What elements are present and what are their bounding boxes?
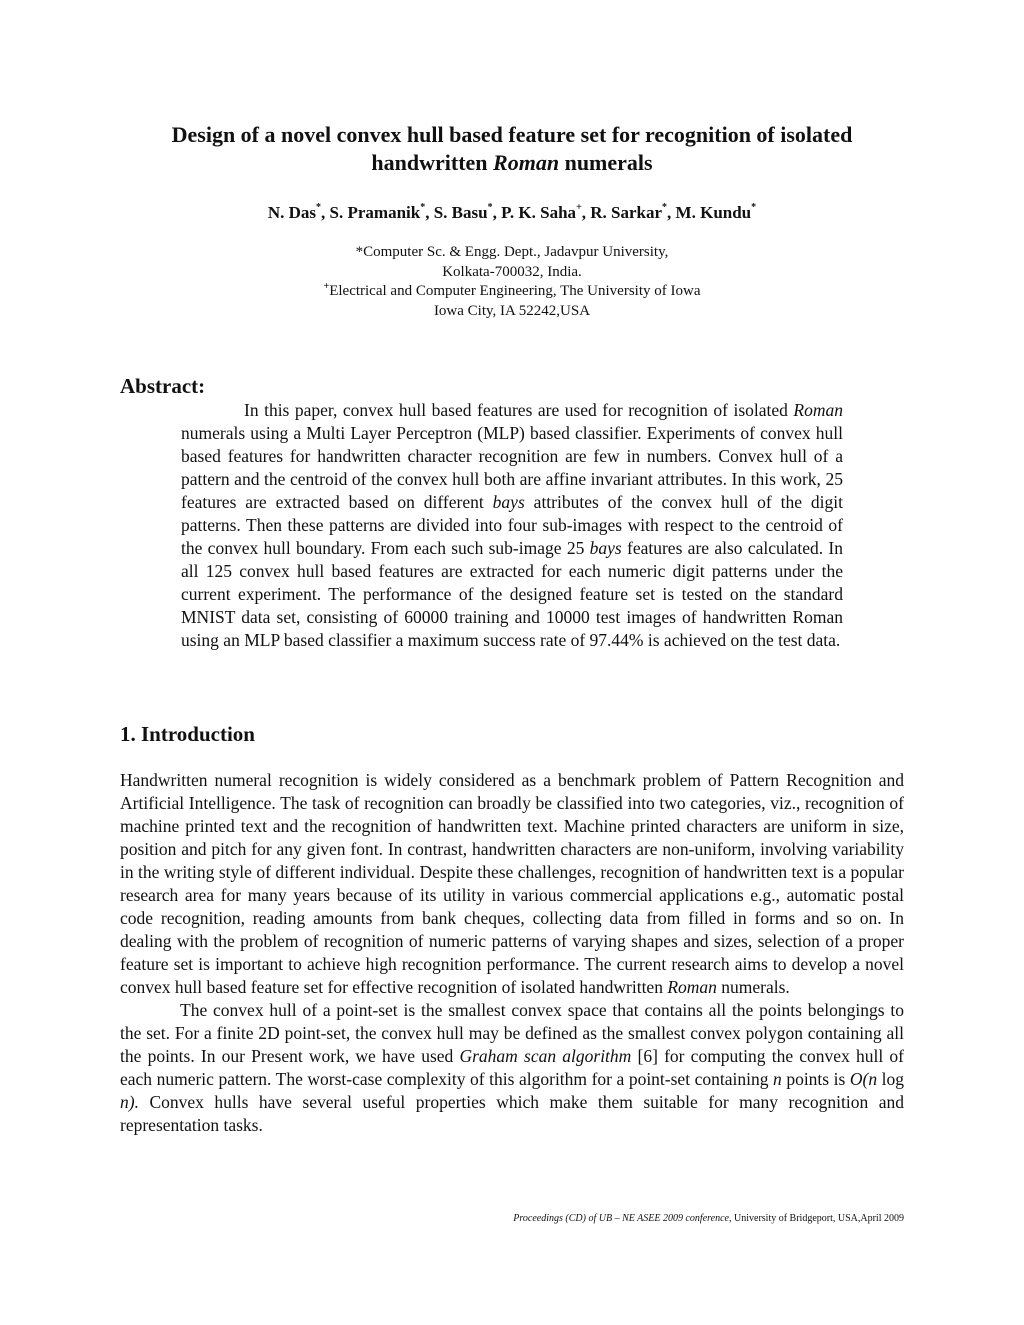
abstract-segment: features are also calculated. In all 125 convex hull based features are extracted for each numeric digit patterns under the current experiment. The performance of the designed feature set is tested on the standard MNIST data set, consisting of 60000 training and 10000 test images of handwritten Roman using an MLP based classifier a maximum success rate of 97.44% is achieved on the test data. <box>181 538 844 650</box>
title-line-2-pre: handwritten <box>371 150 494 175</box>
author-name: N. Das <box>267 203 317 222</box>
intro-segment: numerals. <box>716 977 790 997</box>
intro-italic: n <box>773 1069 782 1089</box>
abstract-italic: bays <box>589 538 622 558</box>
introduction-heading: 1. Introduction <box>120 722 255 746</box>
footer-text: , University of Bridgeport, USA,April 2009 <box>729 1213 904 1224</box>
abstract-text <box>181 399 843 652</box>
intro-paragraph-1 <box>120 769 904 999</box>
affiliation-1-line-1: *Computer Sc. & Engg. Dept., Jadavpur University, <box>355 244 669 260</box>
abstract-segment: In this paper, convex hull based features are used for recognition of isolated <box>244 400 794 420</box>
intro-segment: The convex hull of a point-set is the smallest convex space that contains all the points belongings to the set. For a finite 2D point-set, the convex hull may be defined as the smallest convex polygon containing all the points. In our Present work, we have used <box>120 1000 904 1066</box>
intro-italic: Graham scan algorithm <box>459 1046 632 1066</box>
paper-title <box>120 121 904 177</box>
intro-italic: O(n <box>849 1069 878 1089</box>
author-mark: + <box>576 202 582 213</box>
title-line-2-post: numerals <box>559 150 653 175</box>
abstract-italic: bays <box>492 492 525 512</box>
author-name: M. Kundu <box>675 203 752 222</box>
abstract-segment: attributes of the convex hull of the digit patterns. Then these patterns are divided into four sub-images with respect to the centroid of the convex hull boundary. From each such sub-image 25 <box>181 492 843 558</box>
intro-paragraph-2 <box>120 999 904 1137</box>
title-line-2-italic: Roman <box>493 150 560 175</box>
author-mark: * <box>420 202 426 213</box>
author-mark: * <box>487 202 493 213</box>
abstract-italic: Roman <box>793 400 843 420</box>
intro-segment: points is <box>781 1069 850 1089</box>
author-name: P. K. Saha <box>501 203 577 222</box>
title-line-1: Design of a novel convex hull based feature set for recognition of isolated <box>171 122 853 147</box>
author-mark: * <box>316 202 322 213</box>
intro-italic: n). <box>120 1092 139 1112</box>
author-name: R. Sarkar <box>590 203 663 222</box>
affiliation-2-line-2: Iowa City, IA 52242,USA <box>433 302 591 319</box>
author-list: N. Das*, S. Pramanik*, S. Basu*, P. K. Saha+, R. Sarkar*, M. Kundu* <box>267 202 757 222</box>
affiliation-2-line-1: Electrical and Computer Engineering, The University of Iowa <box>329 283 701 299</box>
author-mark: * <box>662 202 668 213</box>
introduction-text <box>120 769 904 1137</box>
intro-italic: Roman <box>667 977 717 997</box>
abstract-heading: Abstract: <box>120 374 206 398</box>
page-footer <box>513 1212 904 1226</box>
intro-segment: [6] for computing the convex hull of each numeric pattern. The worst-case complexity of this algorithm for a point-set containing <box>120 1046 904 1089</box>
author-name: S. Basu <box>433 203 488 222</box>
intro-segment: Handwritten numeral recognition is widely considered as a benchmark problem of Pattern Recognition and Artificial Intelligence. The task of recognition can broadly be classified into two categories, viz., recognition of machine printed text and the recognition of handwritten text. Machine printed characters are uniform in size, position and pitch for any given font. In contrast, handwritten characters are non-uniform, involving variability in the writing style of different individual. Despite these challenges, recognition of handwritten text is a popular research area for many years because of its utility in various commercial applications e.g., automatic postal code recognition, reading amounts from bank cheques, collecting data from filled in forms and so on. In dealing with the problem of recognition of numeric patterns of varying shapes and sizes, selection of a proper feature set is important to achieve high recognition performance. The current research aims to develop a novel convex hull based feature set for effective recognition of isolated handwritten <box>120 770 904 997</box>
footer-italic: Proceedings (CD) of UB – NE ASEE 2009 conference <box>513 1213 729 1224</box>
affiliation-1-line-2: Kolkata-700032, India. <box>442 263 582 280</box>
intro-segment: Convex hulls have several useful properties which make them suitable for many recognition and representation tasks. <box>120 1092 904 1135</box>
affiliation-2-mark: + <box>323 281 330 292</box>
author-mark: * <box>751 202 757 213</box>
author-name: S. Pramanik <box>329 203 421 222</box>
abstract-segment: numerals using a Multi Layer Perceptron (MLP) based classifier. Experiments of convex hull based features for handwritten character recognition are few in numbers. Convex hull of a pattern and the centroid of the convex hull both are affine invariant attributes. In this work, 25 features are extracted based on different <box>181 423 843 512</box>
affiliations <box>120 243 904 321</box>
intro-segment: log <box>877 1069 904 1089</box>
